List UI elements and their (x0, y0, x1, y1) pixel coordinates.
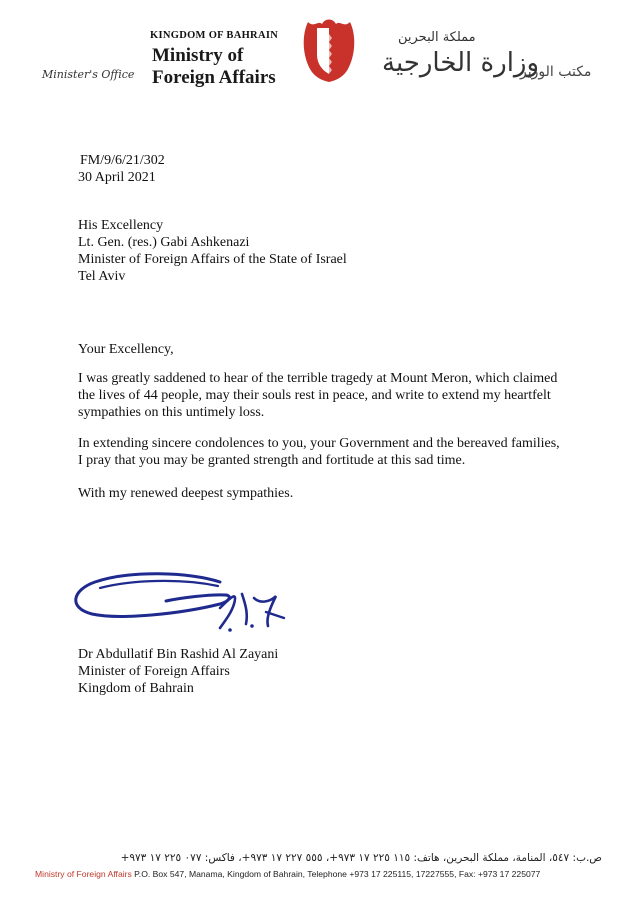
paragraph-condolence (78, 370, 558, 421)
salutation: Your Excellency, (78, 342, 174, 357)
paragraph-line: I was greatly saddened to hear of the terrible tragedy at Mount Meron, which claimed (78, 371, 558, 386)
footer-english-address (35, 869, 540, 879)
letterhead-arabic-kingdom: مملكة البحرين (398, 30, 476, 45)
bahrain-emblem-icon (300, 14, 358, 84)
addressee-line: Lt. Gen. (res.) Gabi Ashkenazi (78, 235, 250, 250)
addressee-line: Minister of Foreign Affairs of the State of Israel (78, 252, 347, 267)
ministers-office-label: Minister's Office (42, 68, 135, 81)
signer-title: Minister of Foreign Affairs (78, 664, 230, 679)
addressee-line: Tel Aviv (78, 269, 126, 284)
letterhead-kingdom: KINGDOM OF BAHRAIN (150, 30, 279, 41)
letterhead-arabic-ministry: وزارة الخارجية (382, 48, 540, 78)
addressee-line: His Excellency (78, 218, 164, 233)
signer-name: Dr Abdullatif Bin Rashid Al Zayani (78, 647, 279, 662)
letter-date: 30 April 2021 (78, 170, 156, 185)
paragraph-line: the lives of 44 people, may their souls rest in peace, and write to extend my heartfelt (78, 388, 551, 403)
footer-brand: Ministry of Foreign Affairs (35, 869, 132, 879)
letterhead-ministry (152, 45, 276, 89)
letterhead-ministry-line1: Ministry of (152, 45, 244, 66)
signer-block (78, 646, 278, 697)
signer-country: Kingdom of Bahrain (78, 681, 194, 696)
letterhead-ministry-line2: Foreign Affairs (152, 67, 276, 88)
paragraph-sympathy (78, 435, 558, 469)
paragraph-line: In extending sincere condolences to you, your Government and the bereaved families, (78, 436, 560, 451)
closing-line: With my renewed deepest sympathies. (78, 486, 294, 501)
paragraph-line: I pray that you may be granted strength and fortitude at this sad time. (78, 453, 466, 468)
footer-details: P.O. Box 547, Manama, Kingdom of Bahrain, Telephone +973 17 225115, 17227555, Fax: +973 17 225077 (131, 869, 541, 879)
reference-number: FM/9/6/21/302 (80, 153, 165, 168)
footer-arabic-address: ص.ب: ٥٤٧، المنامة، مملكة البحرين، هاتف: ١١٥ ٢٢٥ ١٧ ٩٧٣+، ٥٥٥ ٢٢٧ ١٧ ٩٧٣+، فاكس: ٠٧٧ ٢٢٥ ١٧ ٩٧٣+ (120, 852, 602, 864)
signature-image (70, 568, 295, 638)
addressee-block (78, 217, 347, 285)
paragraph-line: sympathies on this untimely loss. (78, 405, 265, 420)
letterhead-arabic-office: مكتب الوزير (520, 64, 592, 80)
